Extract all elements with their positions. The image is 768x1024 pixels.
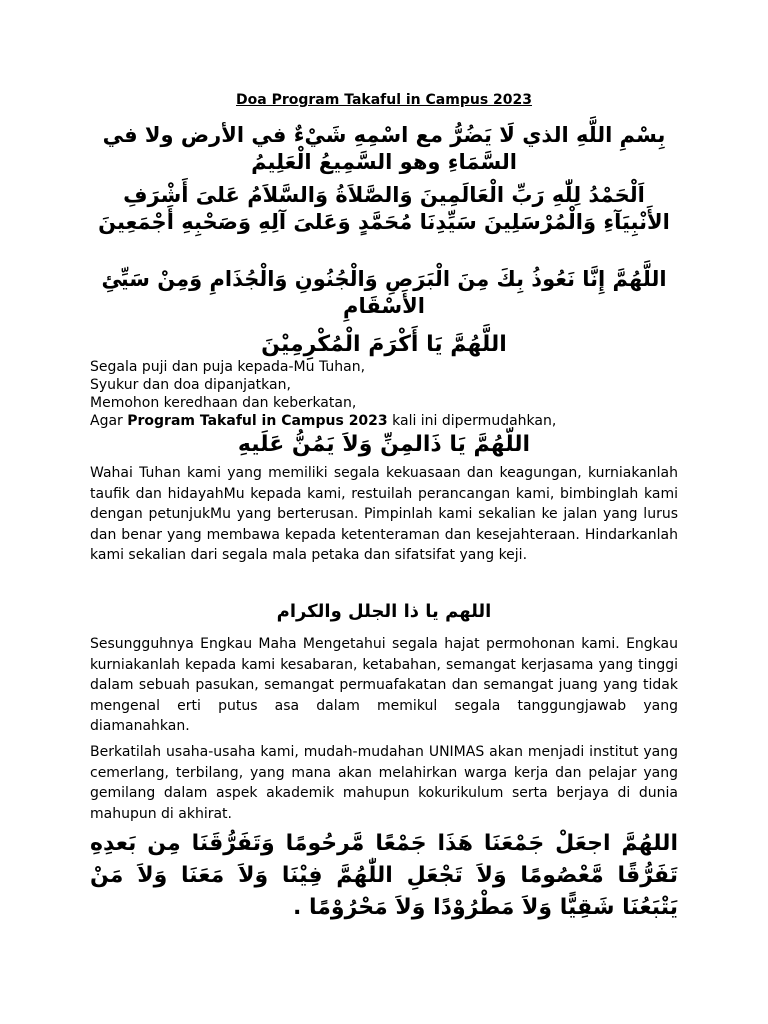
paragraph: Berkatilah usaha-usaha kami, mudah-mudahan UNIMAS akan menjadi institut yang cemerlang, terbilang, yang mana akan melahirkan warga kerja dan pelajar yang gemilang dalam aspek akademik mahupun kokurikulum serta berjaya di dunia mahupun di akhirat. <box>90 744 678 822</box>
poem-line: Memohon keredhaan dan keberkatan, <box>90 395 357 411</box>
dzalminan-heading: اللّهُمَّ يَا ذَالمِنِّ وَلاَ يَمُنُّ عَلَيهِ <box>237 432 531 457</box>
poem-block <box>90 358 680 430</box>
poem-line <box>90 412 680 430</box>
closing-prayer: اللهُمَّ اجعَلْ جَمْعَنَا هَذَا جَمْعًا مَّرحُومًا وَتَفَرُّقَنَا مِن بَعدِهِ تَفَرُّقًا مَّعْصُومًا وَلاَ تَجْعَلِ اللّٰهُمَّ فِيْنَا وَلاَ مَعَنَا وَلاَ مَنْ يَتْبَعُنَا شَقِيًّا وَلاَ مَطْرُوْدًا وَلاَ مَحْرُوْمًا . <box>90 831 678 920</box>
basmalah-text: بِسْمِ اللَّهِ الذي لَا يَضُرُّ مع اسْمِهِ شَيْءٌ في الأرض ولا في السَّمَاءِ وهو السَّمِيعُ الْعَلِيمُ <box>102 123 666 174</box>
hamd-text: اَلْحَمْدُ لِلّٰهِ رَبِّ الْعَالَمِينَ وَالصَّلاَةُ وَالسَّلاَمُ عَلىَ أَشْرَفِ الأَنْبِيَآءِ وَالْمُرْسَلِينَ سَيِّدِنَا مُحَمَّدٍ وَعَلىَ آلِهِ وَصَحْبِهِ أَجْمَعِينَ <box>98 183 670 234</box>
document-title: Doa Program Takaful in Campus 2023 <box>236 92 532 108</box>
paragraph: Wahai Tuhan kami yang memiliki segala kekuasaan dan keagungan, kurniakanlah taufik dan hidayahMu kepada kami, restuilah perancangan kami, bimbinglah kami dengan petunjukMu yang berterusan. Pimpinlah kami sekalian ke jalan yang lurus dan benar yang membawa kepada ketenteraman dan kesejahteraan. Hindarkanlah kami sekalian dari segala mala petaka dan sifatsifat yang keji. <box>90 465 678 563</box>
jalal-heading: اللهم يا ذا الجلل والكرام <box>276 601 492 622</box>
program-name: Program Takaful in Campus 2023 <box>127 413 388 429</box>
poem-line: Syukur dan doa dipanjatkan, <box>90 377 291 393</box>
taawwudh-text: اللَّهُمَّ إِنَّا نَعُوذُ بِكَ مِنَ الْبَرَصِ وَالْجُنُونِ وَالْجُذَامِ وَمِنْ سَيِّئِ الأَسْقَامِ <box>101 267 667 318</box>
akram-heading: اللَّهُمَّ يَا أَكْرَمَ الْمُكْرِمِيْنَ <box>261 332 507 357</box>
poem-text: kali ini dipermudahkan, <box>387 413 557 429</box>
poem-line: Segala puji dan puja kepada-Mu Tuhan, <box>90 359 366 375</box>
poem-text: Agar <box>90 413 128 429</box>
paragraph: Sesungguhnya Engkau Maha Mengetahui segala hajat permohonan kami. Engkau kurniakanlah kepada kami kesabaran, ketabahan, semangat kerjasama yang tinggi dalam sebuah pasukan, semangat permuafakatan dan semangat juang yang tidak mengenal erti putus asa dalam memikul segala tanggungjawab yang diamanahkan. <box>90 636 678 734</box>
